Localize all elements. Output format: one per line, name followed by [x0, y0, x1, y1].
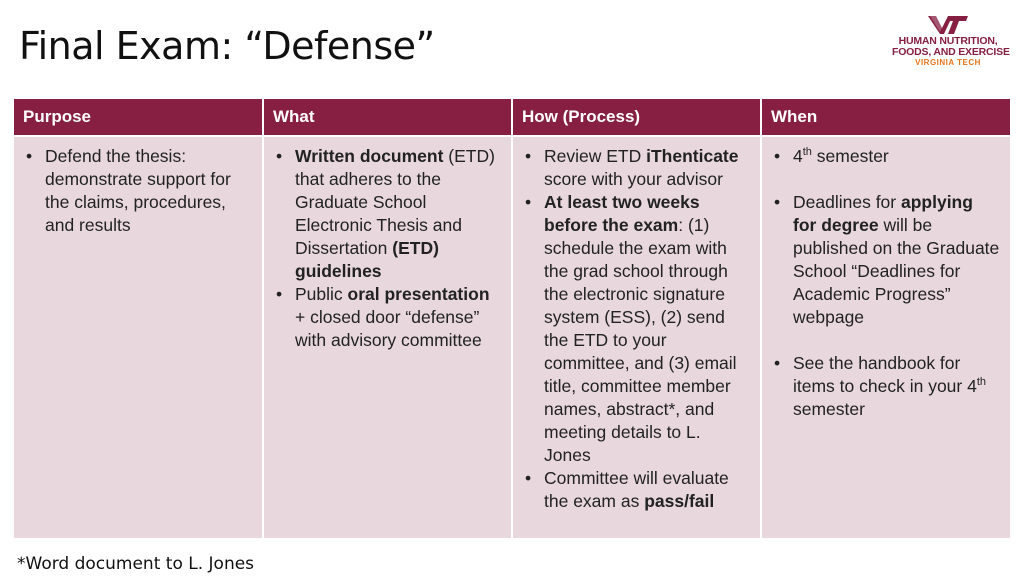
cell-purpose: [14, 136, 263, 538]
header-purpose: Purpose: [14, 99, 263, 136]
vt-hnfe-logo: [892, 14, 1010, 76]
list-item: • Defend the thesis: demonstrate support for the claims, procedures, and results: [45, 145, 253, 237]
table-row: [14, 136, 1010, 538]
table-header-row: [14, 99, 1010, 136]
cell-how: [512, 136, 761, 538]
list-item: • Committee will evaluate the exam as pass/fail: [544, 467, 751, 513]
list-item: • See the handbook for items to check in your 4th semester: [793, 352, 1001, 421]
logo-line-1: HUMAN NUTRITION,: [898, 35, 998, 47]
vt-logo-icon: [926, 14, 970, 36]
cell-what: [263, 136, 512, 538]
list-item: • 4th semester: [793, 145, 1001, 168]
final-exam-table: [14, 99, 1010, 538]
logo-line-2: FOODS, AND EXERCISE: [892, 46, 1010, 58]
list-item: • Deadlines for applying for degree will be published on the Graduate School “Deadlines for Academic Progress” webpage: [793, 191, 1001, 329]
logo-line-3: VIRGINIA TECH: [915, 58, 981, 67]
list-item: • At least two weeks before the exam: (1) schedule the exam with the grad school through the electronic signature system (ESS), (2) send the ETD to your committee, and (3) email title, committee member names, abstract*, and meeting details to L. Jones: [544, 191, 751, 467]
page-title: Final Exam: “Defense”: [19, 24, 435, 68]
list-item: • Public oral presentation + closed door “defense” with advisory committee: [295, 283, 502, 352]
list-item: • Review ETD iThenticate score with your advisor: [544, 145, 751, 191]
footnote: *Word document to L. Jones: [17, 554, 255, 574]
header-what: What: [263, 99, 512, 136]
list-item: • Written document (ETD) that adheres to the Graduate School Electronic Thesis and Dissertation (ETD) guidelines: [295, 145, 502, 283]
cell-when: [761, 136, 1010, 538]
header-how: How (Process): [512, 99, 761, 136]
header-when: When: [761, 99, 1010, 136]
